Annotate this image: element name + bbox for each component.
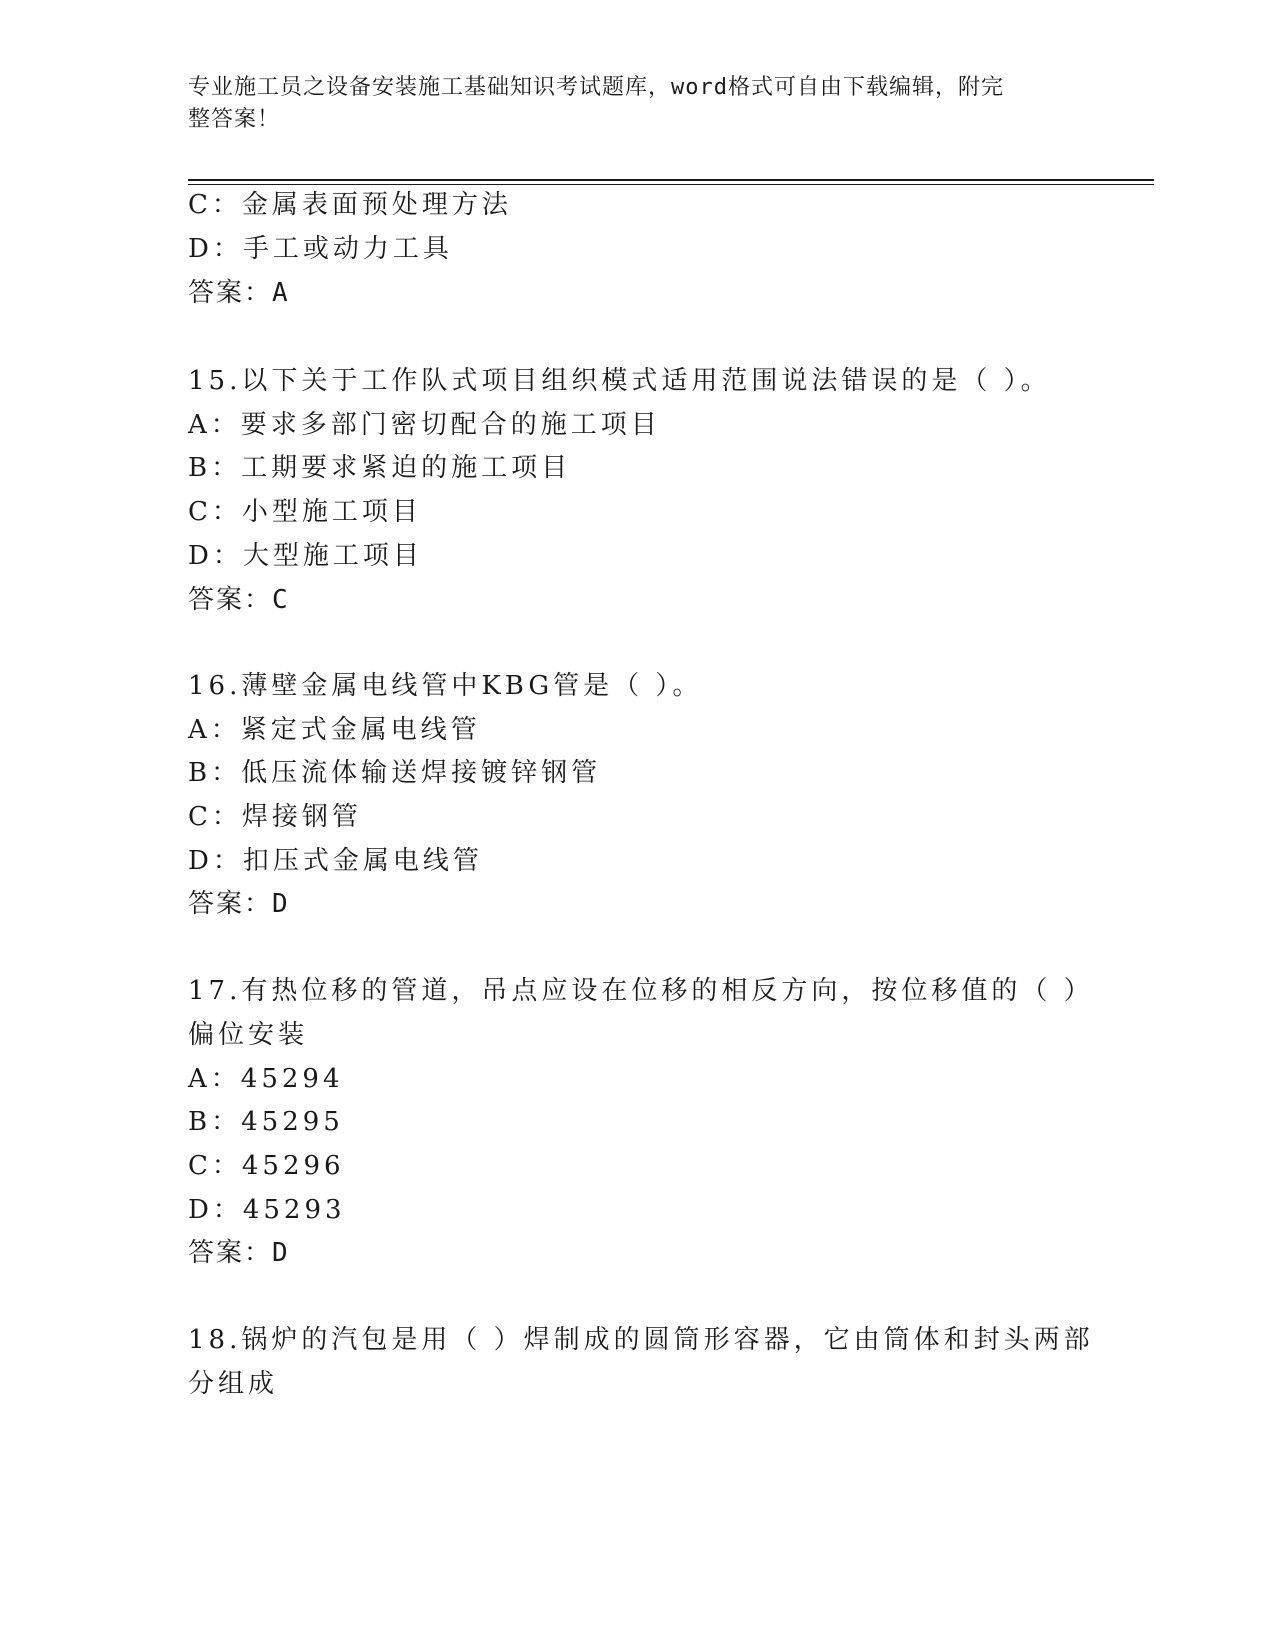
question-15-option-a: A：要求多部门密切配合的施工项目: [188, 410, 661, 440]
prev-answer: 答案：A: [188, 278, 290, 308]
question-16-stem: 16.薄壁金属电线管中KBG管是（ ）。: [188, 671, 703, 701]
question-15-option-b: B：工期要求紧迫的施工项目: [188, 453, 572, 483]
question-17-option-c: C：45296: [188, 1151, 345, 1181]
question-15-stem: 15.以下关于工作队式项目组织模式适用范围说法错误的是（ ）。: [188, 366, 1051, 396]
question-18-stem-line-2: 分组成: [188, 1369, 279, 1399]
question-15-option-c: C：小型施工项目: [188, 497, 422, 527]
header-divider-thick: [188, 179, 1154, 181]
question-16-option-b: B：低压流体输送焊接镀锌钢管: [188, 758, 602, 788]
question-17-option-a: A：45294: [188, 1064, 344, 1094]
header-line-1: 专业施工员之设备安装施工基础知识考试题库，word格式可自由下载编辑，附完: [188, 75, 1004, 100]
question-17-option-b: B：45295: [188, 1107, 344, 1137]
question-17-stem-line-2: 偏位安装: [188, 1020, 309, 1050]
question-16-option-a: A：紧定式金属电线管: [188, 715, 481, 745]
header-divider-thin: [188, 184, 1154, 185]
question-17-stem-line-1: 17.有热位移的管道，吊点应设在位移的相反方向，按位移值的（ ）: [188, 976, 1094, 1006]
question-16-option-d: D：扣压式金属电线管: [188, 846, 483, 876]
question-18-stem-line-1: 18.锅炉的汽包是用（ ）焊制成的圆筒形容器，它由筒体和封头两部: [188, 1325, 1094, 1355]
question-16-answer: 答案：D: [188, 889, 290, 919]
question-17-answer: 答案：D: [188, 1238, 290, 1268]
question-15-answer: 答案：C: [188, 585, 290, 615]
question-15-option-d: D：大型施工项目: [188, 541, 423, 571]
prev-option-d: D：手工或动力工具: [188, 234, 453, 264]
question-16-option-c: C：焊接钢管: [188, 802, 362, 832]
question-17-option-d: D：45293: [188, 1195, 346, 1225]
header-line-2: 整答案！: [188, 107, 281, 132]
prev-option-c: C：金属表面预处理方法: [188, 190, 512, 220]
document-header: [188, 72, 1068, 136]
